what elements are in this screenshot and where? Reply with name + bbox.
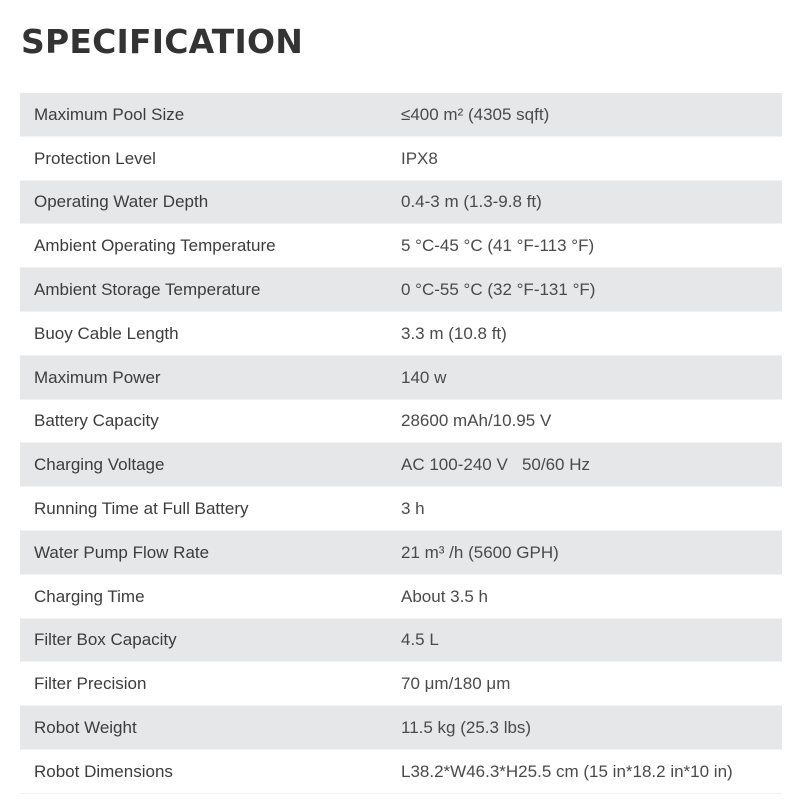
spec-value: IPX8: [401, 148, 438, 168]
spec-row-ambient-operating-temperature: [20, 224, 782, 268]
spec-row-buoy-cable-length: [20, 312, 782, 356]
spec-row-battery-capacity: [20, 400, 782, 444]
spec-label: Water Pump Flow Rate: [34, 542, 210, 562]
spec-label: Protection Level: [34, 148, 156, 168]
spec-value: 28600 mAh/10.95 V: [401, 411, 552, 431]
spec-row-filter-precision: [20, 662, 782, 706]
spec-value: AC 100-240 V 50/60 Hz: [401, 455, 591, 475]
spec-row-ambient-storage-temperature: [20, 268, 782, 312]
page-title: SPECIFICATION: [21, 22, 304, 61]
spec-value: 4.5 L: [401, 630, 439, 650]
spec-label: Maximum Power: [34, 367, 161, 387]
spec-value: L38.2*W46.3*H25.5 cm (15 in*18.2 in*10 in): [401, 761, 733, 781]
spec-value: 0 °C-55 °C (32 °F-131 °F): [401, 280, 596, 300]
spec-row-protection-level: [20, 137, 782, 181]
spec-label: Filter Box Capacity: [34, 630, 177, 650]
spec-row-charging-voltage: [20, 443, 782, 487]
spec-label: Operating Water Depth: [34, 192, 209, 212]
spec-row-robot-dimensions: [20, 750, 782, 794]
spec-label: Robot Weight: [34, 718, 137, 738]
spec-label: Buoy Cable Length: [34, 323, 179, 343]
spec-label: Robot Dimensions: [34, 761, 173, 781]
spec-label: Battery Capacity: [34, 411, 159, 431]
spec-table: [20, 93, 782, 794]
spec-value: 3.3 m (10.8 ft): [401, 323, 507, 343]
spec-label: Charging Time: [34, 586, 145, 606]
spec-row-running-time: [20, 487, 782, 531]
spec-value: 3 h: [401, 499, 425, 519]
spec-value: 0.4-3 m (1.3-9.8 ft): [401, 192, 542, 212]
spec-row-filter-box-capacity: [20, 619, 782, 663]
spec-label: Ambient Storage Temperature: [34, 280, 261, 300]
spec-value: 5 °C-45 °C (41 °F-113 °F): [401, 236, 595, 256]
spec-label: Filter Precision: [34, 674, 147, 694]
spec-value: 11.5 kg (25.3 lbs): [401, 718, 532, 738]
spec-row-charging-time: [20, 575, 782, 619]
spec-value: 140 w: [401, 367, 447, 387]
spec-row-maximum-pool-size: [20, 93, 782, 137]
spec-row-maximum-power: [20, 356, 782, 400]
spec-label: Running Time at Full Battery: [34, 499, 249, 519]
spec-value: 70 μm/180 μm: [401, 674, 511, 694]
spec-row-operating-water-depth: [20, 181, 782, 225]
spec-label: Charging Voltage: [34, 455, 165, 475]
spec-row-robot-weight: [20, 706, 782, 750]
spec-value: ≤400 m² (4305 sqft): [401, 104, 550, 124]
spec-label: Ambient Operating Temperature: [34, 236, 276, 256]
spec-row-water-pump-flow-rate: [20, 531, 782, 575]
spec-value: 21 m³ /h (5600 GPH): [401, 542, 559, 562]
spec-label: Maximum Pool Size: [34, 104, 185, 124]
spec-value: About 3.5 h: [401, 586, 488, 606]
